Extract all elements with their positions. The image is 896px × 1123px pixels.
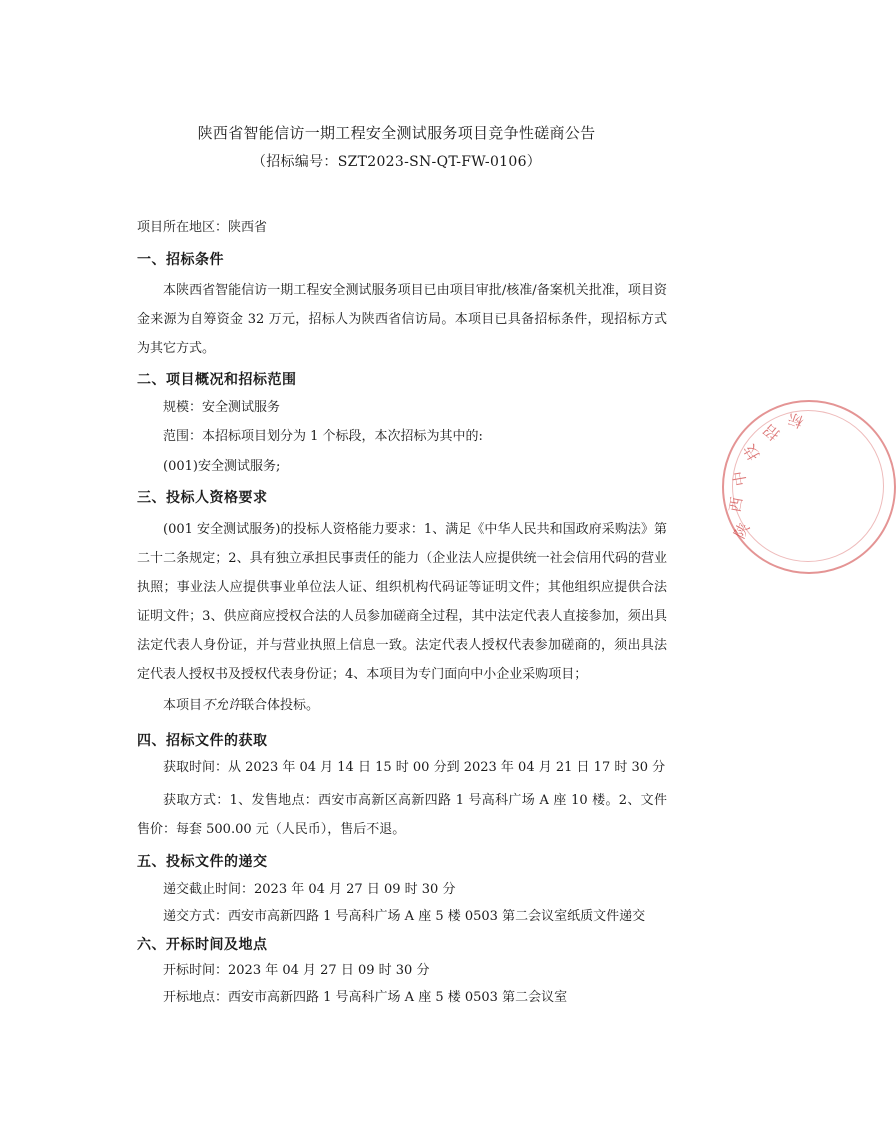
seal-char-3: 中 — [729, 469, 751, 488]
project-scope: 范围：本招标项目划分为 1 个标段，本次招标为其中的: — [163, 429, 483, 444]
submission-deadline: 递交截止时间：2023 年 04 月 27 日 09 时 30 分 — [163, 882, 456, 897]
seal-char-6: 标 — [785, 409, 806, 432]
consortium-suffix: 联合体投标。 — [241, 698, 320, 713]
section-3-paragraph: (001 安全测试服务)的投标人资格能力要求：1、满足《中华人民共和国政府采购法》第二十二条规定；2、具有独立承担民事责任的能力（企业法人应提供统一社会信用代码的营业执照；事业法人应提供事业单位法人证、组织机构代码证等证明文件；其他组织应提供合法证明文件；3、供应商应授权合法的人员参加磋商全过程，其中法定代表人直接参加，须出具法定代表人身份证，并与营业执照上信息一致。法定代表人授权代表参加磋商的，须出具法定代表人授权书及授权代表身份证；4、本项目为专门面向中小企业采购项目； — [137, 522, 667, 682]
seal-char-5: 招 — [760, 420, 784, 444]
submission-method: 递交方式：西安市高新四路 1 号高科广场 A 座 5 楼 0503 第二会议室纸质文件递交 — [163, 909, 646, 924]
seal-char-1: 陕 — [730, 519, 754, 542]
document-title: 陕西省智能信访一期工程安全测试服务项目竞争性磋商公告 — [197, 124, 596, 142]
acquisition-method: 获取方式：1、发售地点：西安市高新区高新四路 1 号高科广场 A 座 10 楼。2、文件售价：每套 500.00 元（人民币），售后不退。 — [137, 793, 667, 837]
section-2-heading: 二、项目概况和招标范围 — [137, 372, 297, 388]
section-3-heading: 三、投标人资格要求 — [137, 490, 268, 506]
section-5-heading: 五、投标文件的递交 — [137, 854, 268, 870]
opening-place: 开标地点：西安市高新四路 1 号高科广场 A 座 5 楼 0503 第二会议室 — [163, 990, 568, 1005]
seal-inner-ring — [732, 410, 884, 562]
seal-char-2: 西 — [725, 495, 747, 514]
section-1-paragraph: 本陕西省智能信访一期工程安全测试服务项目已由项目审批/核准/备案机关批准，项目资金来源为自筹资金 32 万元，招标人为陕西省信访局。本项目已具备招标条件，现招标方式为其它方式。 — [137, 283, 667, 356]
seal-char-4: 技 — [740, 441, 764, 464]
project-region: 项目所在地区：陕西省 — [137, 220, 268, 235]
project-scale: 规模：安全测试服务 — [163, 400, 281, 415]
section-6-heading: 六、开标时间及地点 — [137, 937, 268, 953]
section-4-heading: 四、招标文件的获取 — [137, 733, 268, 749]
opening-time: 开标时间：2023 年 04 月 27 日 09 时 30 分 — [163, 963, 430, 978]
consortium-line — [163, 697, 319, 715]
consortium-emphasis: 不允许 — [202, 698, 242, 713]
official-seal — [722, 400, 896, 574]
tender-number: （招标编号：SZT2023-SN-QT-FW-0106） — [251, 154, 542, 170]
project-lot: (001)安全测试服务; — [163, 459, 281, 474]
section-1-heading: 一、招标条件 — [137, 252, 224, 268]
acquisition-time: 获取时间：从 2023 年 04 月 14 日 15 时 00 分到 2023 年 04 月 21 日 17 时 30 分 — [163, 760, 666, 775]
consortium-prefix: 本项目 — [163, 698, 203, 713]
